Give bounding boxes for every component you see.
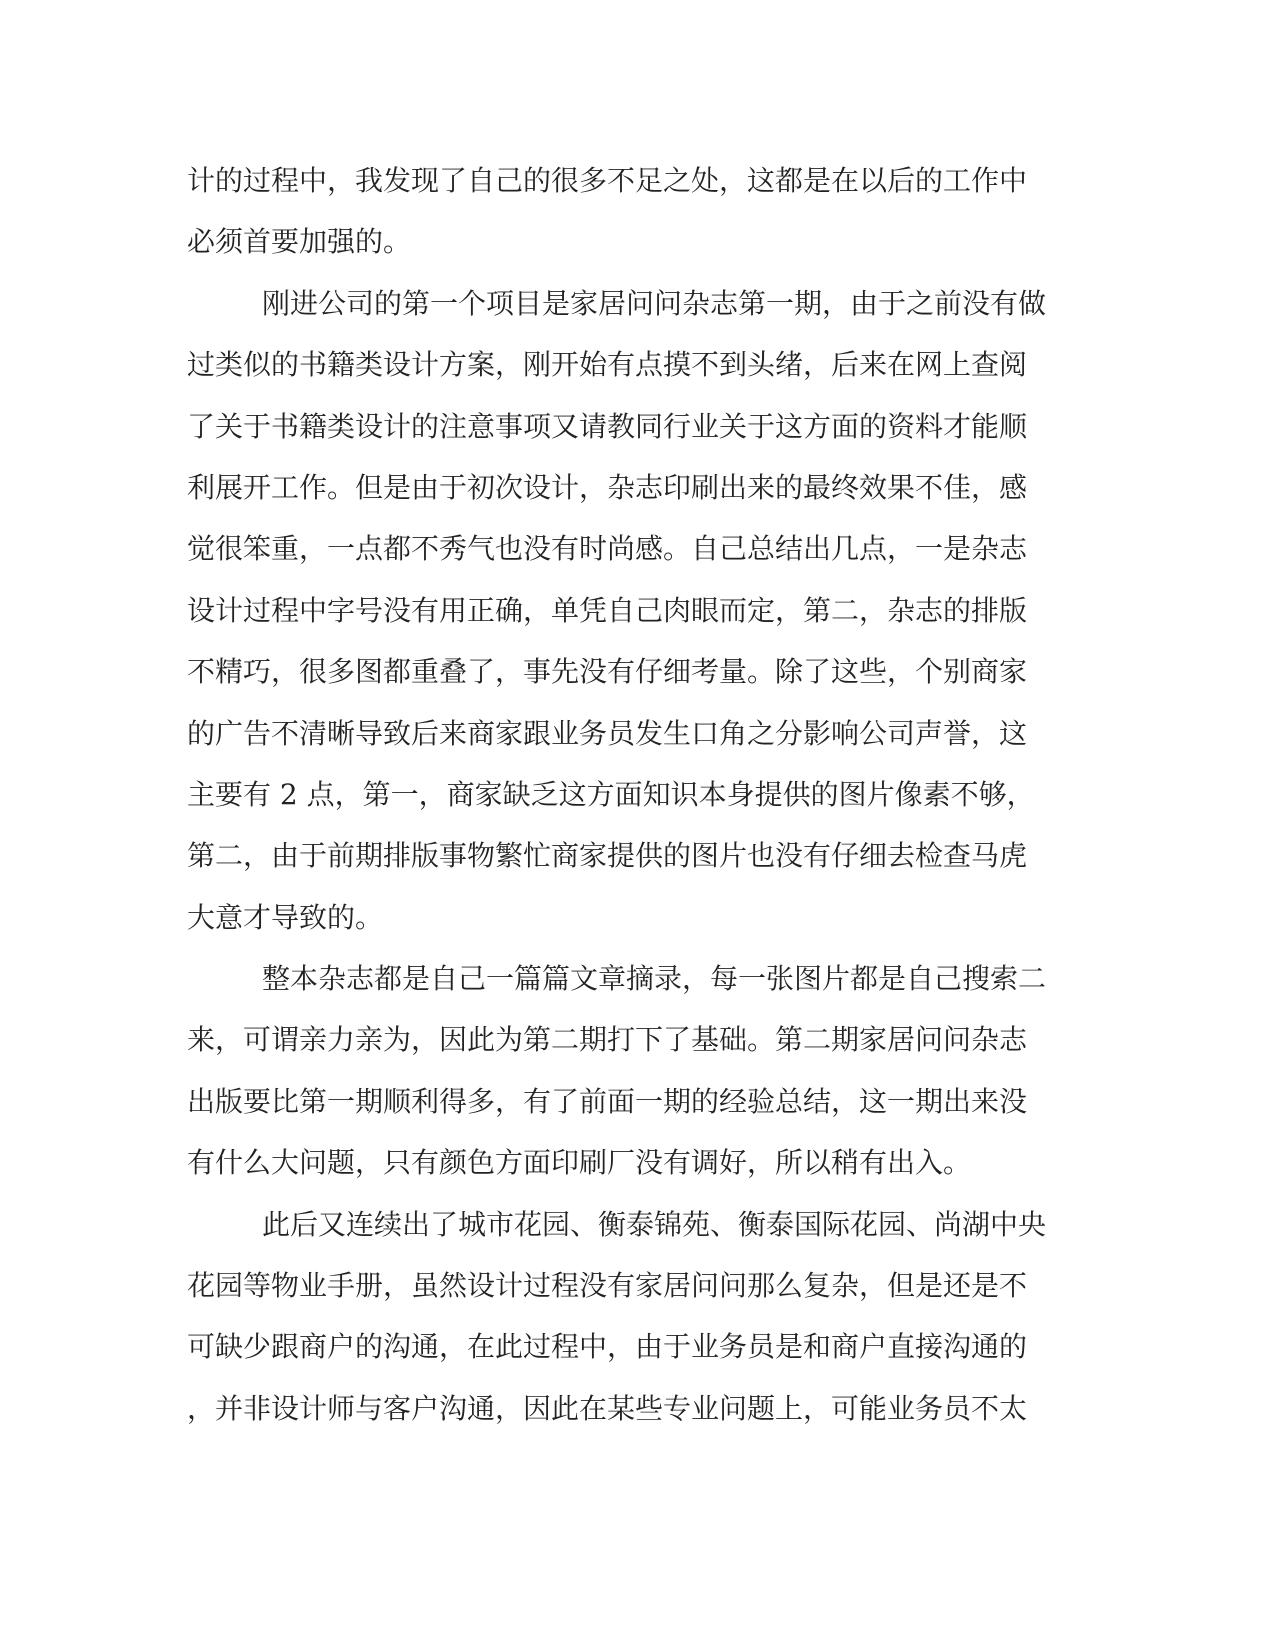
text-line: 了关于书籍类设计的注意事项又请教同行业关于这方面的资料才能顺 bbox=[187, 409, 1028, 443]
text-line: 的广告不清晰导致后来商家跟业务员发生口角之分影响公司声誉，这 bbox=[187, 716, 1028, 750]
body-text bbox=[187, 163, 1067, 1452]
paragraph-start-line: 整本杂志都是自己一篇篇文章摘录，每一张图片都是自己搜索二 bbox=[262, 962, 1047, 996]
text-line: 可缺少跟商户的沟通，在此过程中，由于业务员是和商户直接沟通的 bbox=[187, 1330, 1028, 1364]
paragraph-start-line: 刚进公司的第一个项目是家居问问杂志第一期，由于之前没有做 bbox=[262, 286, 1047, 320]
text-line: 觉很笨重，一点都不秀气也没有时尚感。自己总结出几点，一是杂志 bbox=[187, 532, 1028, 566]
text-line: 来，可谓亲力亲为，因此为第二期打下了基础。第二期家居问问杂志 bbox=[187, 1023, 1028, 1057]
text-line: 过类似的书籍类设计方案，刚开始有点摸不到头绪，后来在网上查阅 bbox=[187, 348, 1028, 382]
text-line: 有什么大问题，只有颜色方面印刷厂没有调好，所以稍有出入。 bbox=[187, 1146, 972, 1180]
text-line: 必须首要加强的。 bbox=[187, 225, 412, 259]
text-line: 花园等物业手册，虽然设计过程没有家居问问那么复杂，但是还是不 bbox=[187, 1269, 1028, 1303]
text-line: 出版要比第一期顺利得多，有了前面一期的经验总结，这一期出来没 bbox=[187, 1084, 1028, 1118]
text-line: ，并非设计师与客户沟通，因此在某些专业问题上，可能业务员不太 bbox=[187, 1391, 1028, 1425]
text-line: 设计过程中字号没有用正确，单凭自己肉眼而定，第二，杂志的排版 bbox=[187, 593, 1028, 627]
text-line: 大意才导致的。 bbox=[187, 900, 384, 934]
paragraph-start-line: 此后又连续出了城市花园、衡泰锦苑、衡泰国际花园、尚湖中央 bbox=[262, 1207, 1047, 1241]
text-line: 第二，由于前期排版事物繁忙商家提供的图片也没有仔细去检查马虎 bbox=[187, 839, 1028, 873]
text-line: 不精巧，很多图都重叠了，事先没有仔细考量。除了这些，个别商家 bbox=[187, 655, 1028, 689]
text-line: 主要有 2 点，第一，商家缺乏这方面知识本身提供的图片像素不够， bbox=[187, 777, 1035, 811]
text-line: 利展开工作。但是由于初次设计，杂志印刷出来的最终效果不佳，感 bbox=[187, 470, 1028, 504]
text-line: 计的过程中，我发现了自己的很多不足之处，这都是在以后的工作中 bbox=[187, 164, 1028, 197]
